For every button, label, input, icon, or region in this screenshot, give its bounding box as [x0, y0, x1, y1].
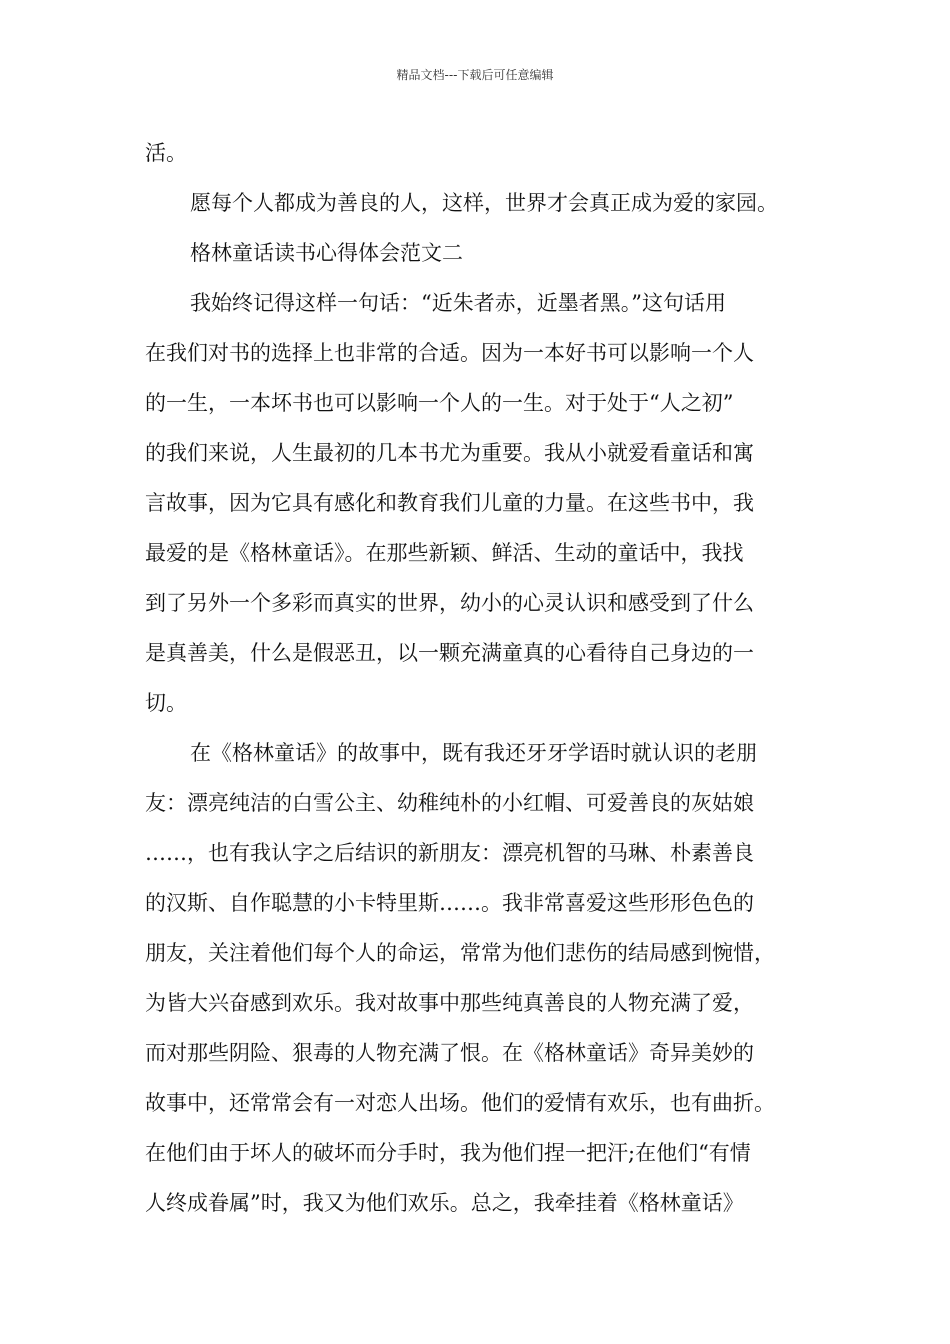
page-header: 精品文档---下载后可任意编辑	[396, 68, 554, 82]
text-line: 故事中，还常常会有一对恋人出场。他们的爱情有欢乐，也有曲折。	[145, 1091, 775, 1115]
text-line: 到了另外一个多彩而真实的世界，幼小的心灵认识和感受到了什么	[145, 591, 754, 615]
text-line: 活。	[145, 141, 187, 165]
document-body	[145, 128, 825, 1228]
text-line: 朋友，关注着他们每个人的命运，常常为他们悲伤的结局感到惋惜，	[145, 941, 775, 965]
text-line: ……，也有我认字之后结识的新朋友：漂亮机智的马琳、朴素善良	[145, 841, 754, 865]
text-line: 在他们由于坏人的破坏而分手时，我为他们捏一把汗;在他们“有情	[145, 1141, 751, 1165]
text-line: 在我们对书的选择上也非常的合适。因为一本好书可以影响一个人	[145, 341, 754, 365]
text-line: 而对那些阴险、狠毒的人物充满了恨。在《格林童话》奇异美妙的	[145, 1041, 754, 1065]
text-line: 最爱的是《格林童话》。在那些新颖、鲜活、生动的童话中，我找	[145, 541, 744, 565]
text-line: 在《格林童话》的故事中，既有我还牙牙学语时就认识的老朋	[190, 741, 757, 765]
text-line: 的一生，一本坏书也可以影响一个人的一生。对于处于“人之初”	[145, 391, 734, 415]
text-line: 言故事，因为它具有感化和教育我们儿童的力量。在这些书中，我	[145, 491, 754, 515]
section-heading: 格林童话读书心得体会范文二	[190, 241, 463, 265]
text-line: 是真善美，什么是假恶丑，以一颗充满童真的心看待自己身边的一	[145, 641, 754, 665]
text-line: 友：漂亮纯洁的白雪公主、幼稚纯朴的小红帽、可爱善良的灰姑娘	[145, 791, 754, 815]
text-line: 的汉斯、自作聪慧的小卡特里斯……。我非常喜爱这些形形色色的	[145, 891, 754, 915]
text-line: 愿每个人都成为善良的人，这样，世界才会真正成为爱的家园。	[190, 191, 778, 215]
text-line: 的我们来说，人生最初的几本书尤为重要。我从小就爱看童话和寓	[145, 441, 754, 465]
text-line: 我始终记得这样一句话：“近朱者赤，近墨者黑。”这句话用	[190, 291, 726, 315]
text-line: 人终成眷属”时，我又为他们欢乐。总之，我牵挂着《格林童话》	[145, 1191, 744, 1215]
text-line: 为皆大兴奋感到欢乐。我对故事中那些纯真善良的人物充满了爱，	[145, 991, 754, 1015]
text-line: 切。	[145, 691, 187, 715]
